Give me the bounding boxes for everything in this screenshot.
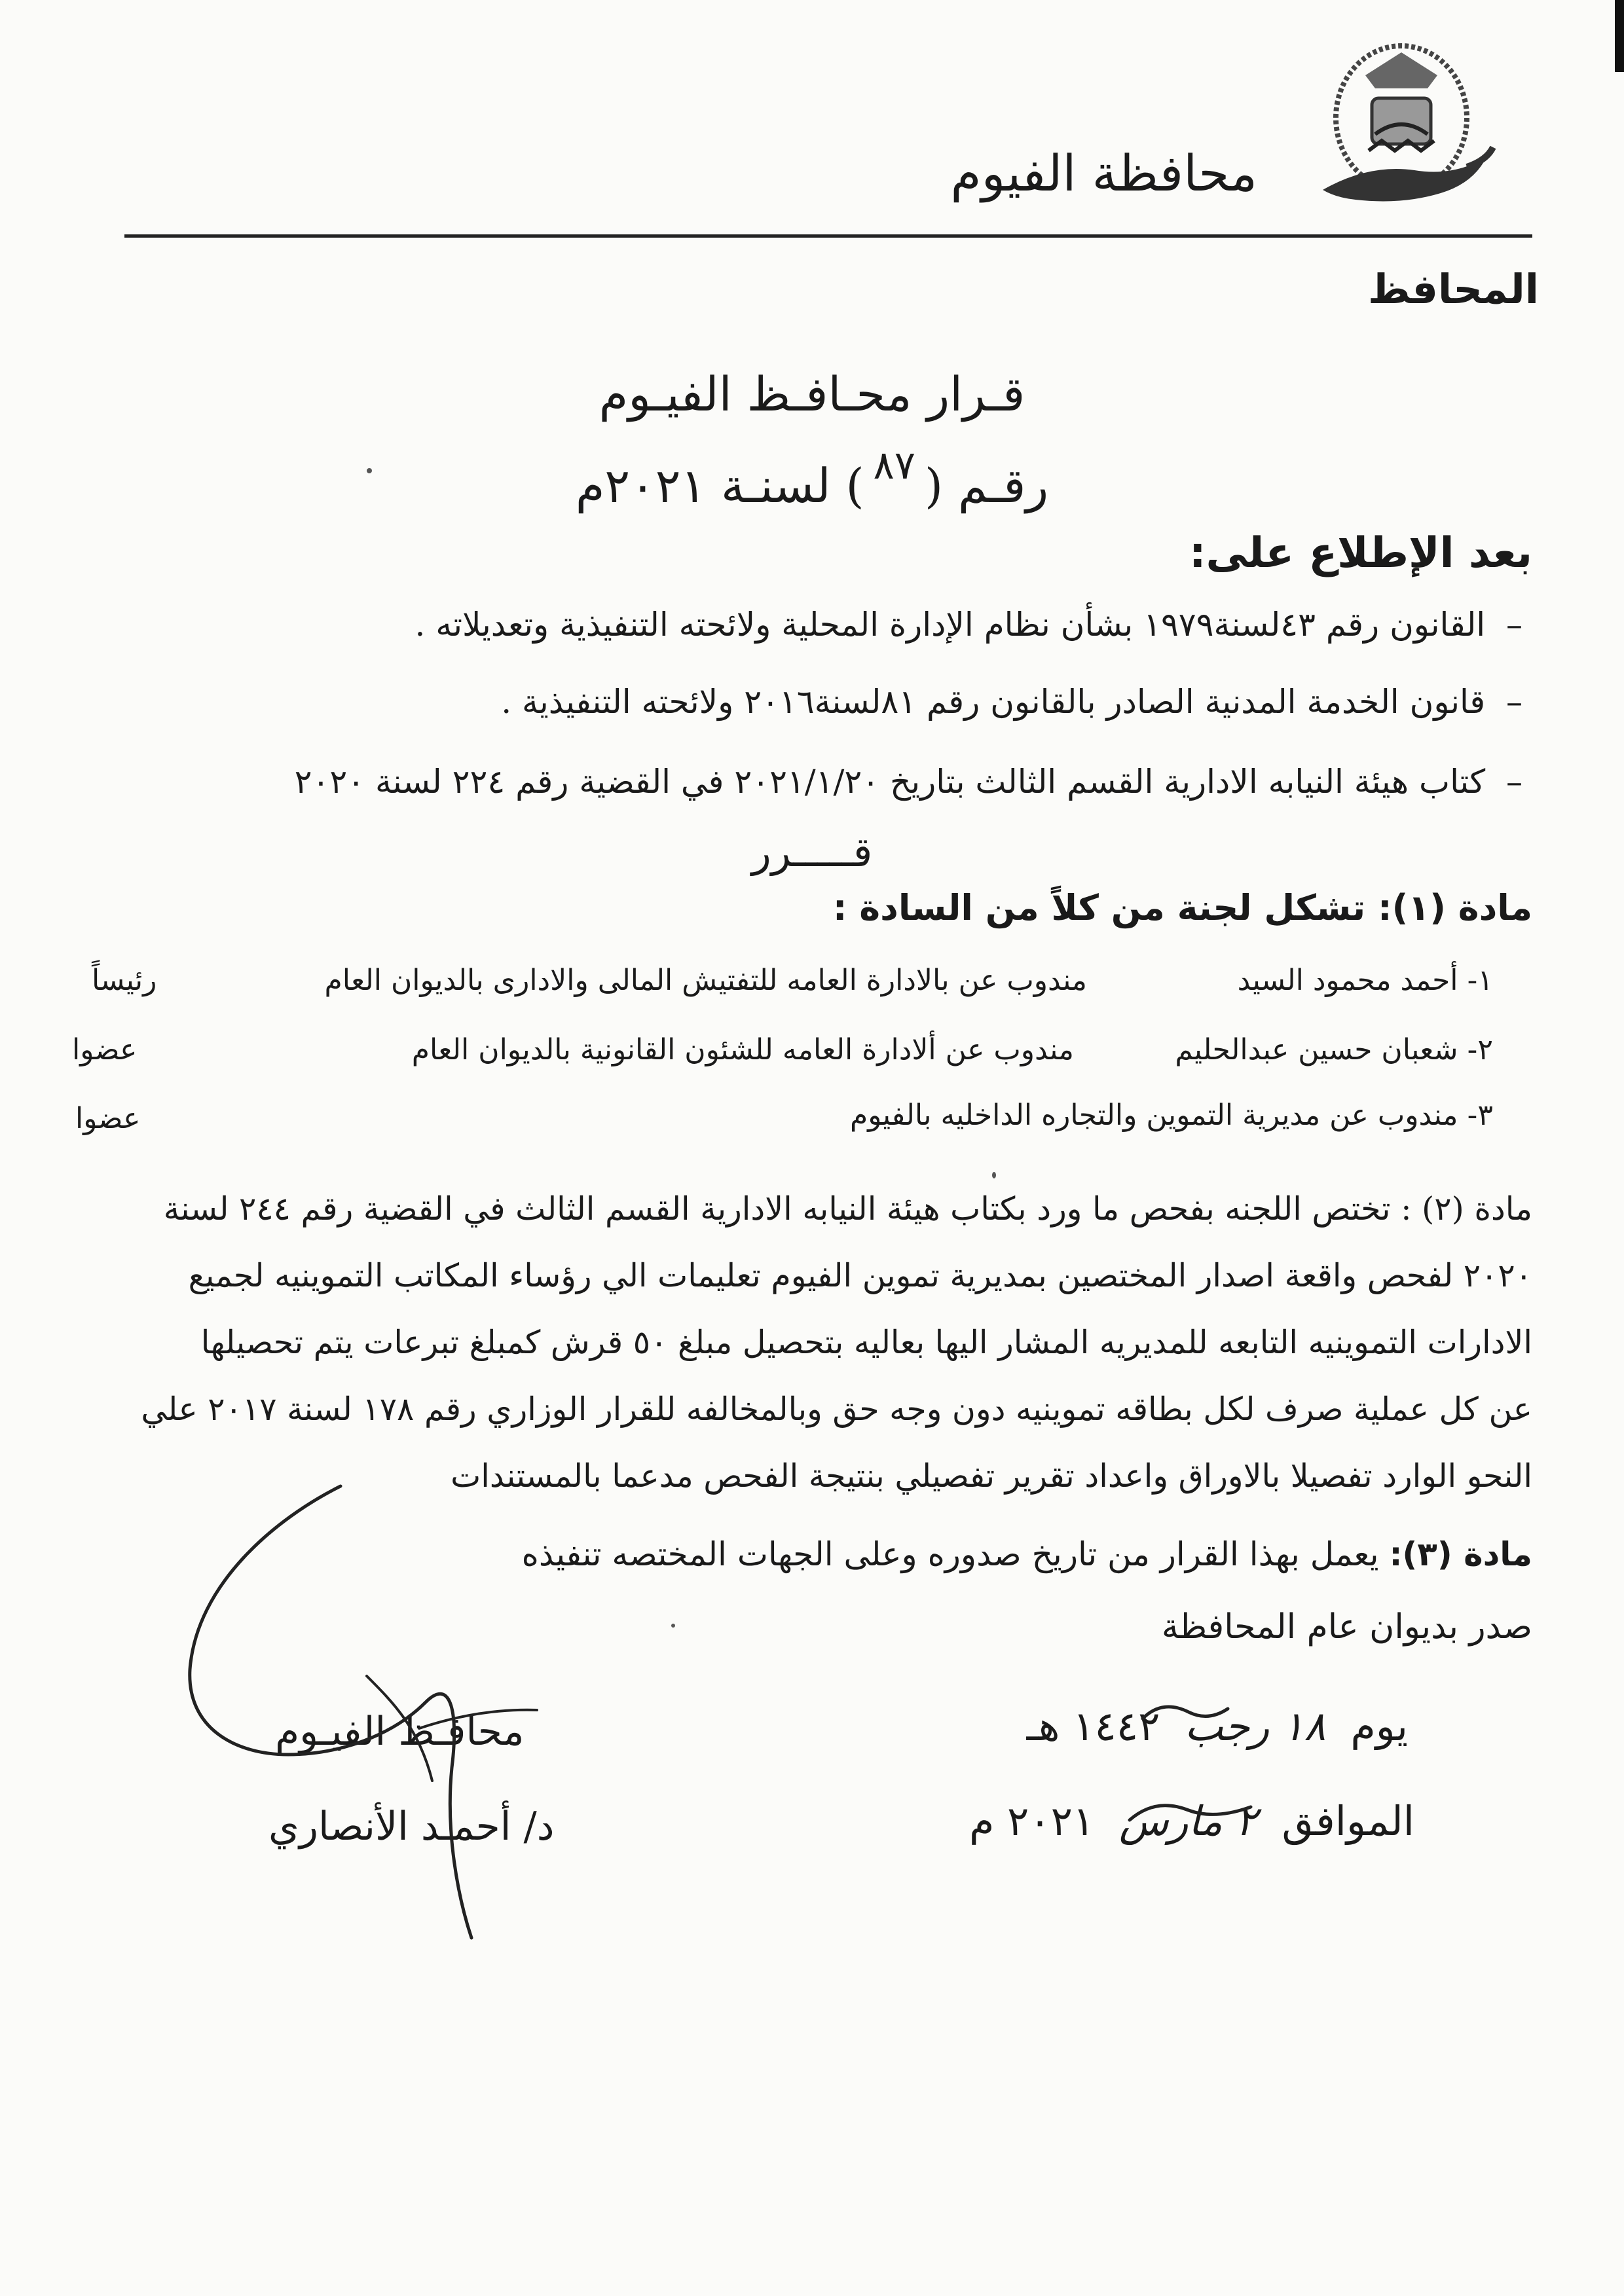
decree-number: ٨٧: [873, 443, 915, 488]
hijri-prefix: يوم: [1350, 1702, 1408, 1750]
article-3-text: يعمل بهذا القرار من تاريخ صدوره وعلى الجهات المختصه تنفيذه: [521, 1535, 1379, 1573]
preamble-item: [501, 683, 1522, 721]
gregorian-year: ٢٠٢١ م: [969, 1797, 1095, 1845]
member-title: عضوا: [72, 1033, 138, 1066]
article-3-label: مادة (٣):: [1389, 1535, 1532, 1573]
preamble-heading: بعد الإطلاع على:: [1189, 529, 1532, 577]
article-2-line: ٢٠٢٠ لفحص واقعة اصدار المختصين بمديرية تموين الفيوم تعليمات الي رؤساء المكاتب التموينيه لجميع: [188, 1257, 1532, 1294]
header-divider: [124, 234, 1532, 238]
scan-edge-mark: [1615, 0, 1624, 72]
member-title: عضوا: [75, 1102, 141, 1135]
preamble-item: [415, 606, 1522, 644]
article-2-line: مادة (٢) : تختص اللجنه بفحص ما ورد بكتاب هيئة النيابه الادارية القسم الثالث في القضية رقم ٢٤٤ لسنة: [163, 1190, 1532, 1228]
scan-speck: [367, 468, 372, 473]
gregorian-prefix: الموافق: [1282, 1797, 1414, 1845]
article-2-line: النحو الوارد تفصيلا بالاوراق واعداد تقرير تفصيلي بنتيجة الفحص مدعما بالمستندات: [451, 1457, 1532, 1495]
member-title: رئيساً: [92, 964, 157, 997]
member-name: ٣- مندوب عن مديرية التموين والتجاره الداخليه بالفيوم: [849, 1099, 1493, 1132]
preamble-item-text: قانون الخدمة المدنية الصادر بالقانون رقم ٨١لسنة٢٠١٦ ولائحته التنفيذية .: [501, 683, 1486, 721]
article-3: [522, 1535, 1532, 1573]
governorate-name: محافظة الفيوم: [950, 144, 1257, 202]
member-role: مندوب عن ألادارة العامه للشئون القانونية بالديوان العام: [411, 1033, 1074, 1066]
scan-speck: [992, 1172, 996, 1178]
preamble-item-text: القانون رقم ٤٣لسنة١٩٧٩ بشأن نظام الإدارة المحلية ولائحته التنفيذية وتعديلاته .: [415, 606, 1486, 644]
decree-title: قـرار محـافـظ الفيـوم: [599, 367, 1025, 422]
decided-heading: قـــــرر: [751, 828, 873, 876]
decree-number-prefix: رقـم (: [925, 458, 1049, 513]
scan-speck: [671, 1624, 675, 1628]
article-2-line: الادارات التموينيه التابعه للمديريه المشار اليها بعاليه بتحصيل مبلغ ٥٠ قرش كمبلغ تبرعات يتم تحصيلها: [200, 1324, 1532, 1361]
logo-emblem-icon: [1303, 36, 1500, 226]
issued-at: صدر بديوان عام المحافظة: [1161, 1607, 1532, 1647]
decree-number-line: [0, 443, 1624, 513]
signatory-name: د/ أحمـد الأنصاري: [268, 1804, 555, 1850]
preamble-dash: –: [1485, 763, 1522, 801]
article-1-label: مادة (١): تشكل لجنة من كلاً من السادة :: [832, 887, 1532, 928]
member-name: ٢- شعبان حسين عبدالحليم: [1175, 1033, 1493, 1066]
article-2-line: عن كل عملية صرف لكل بطاقه تموينيه دون وجه حق وبالمخالفه للقرار الوزاري رقم ١٧٨ لسنة ٢٠١٧ علي: [141, 1391, 1532, 1428]
preamble-dash: –: [1485, 683, 1522, 721]
governorate-logo: [1303, 36, 1500, 226]
decree-number-suffix: ) لسنـة ٢٠٢١م: [575, 458, 864, 513]
hijri-year: ١٤٤٢ هـ: [1026, 1702, 1160, 1750]
member-role: مندوب عن بالادارة العامه للتفتيش المالى والادارى بالديوان العام: [324, 964, 1087, 997]
office-label: المحافظ: [1367, 265, 1539, 313]
signatory-title: محافـظ الفيـوم: [275, 1709, 525, 1755]
hijri-handwritten: ١٨ رجب: [1185, 1702, 1326, 1750]
preamble-dash: –: [1485, 606, 1522, 644]
gregorian-handwritten: ٢ مارس: [1118, 1797, 1257, 1845]
hijri-date: [1027, 1702, 1408, 1750]
member-name: ١- أحمد محمود السيد: [1237, 964, 1493, 997]
preamble-item-text: كتاب هيئة النيابه الادارية القسم الثالث بتاريخ ٢٠٢١/١/٢٠ في القضية رقم ٢٢٤ لسنة ٢٠٢٠: [294, 763, 1486, 801]
preamble-item: [295, 763, 1522, 801]
gregorian-date: [969, 1797, 1414, 1845]
